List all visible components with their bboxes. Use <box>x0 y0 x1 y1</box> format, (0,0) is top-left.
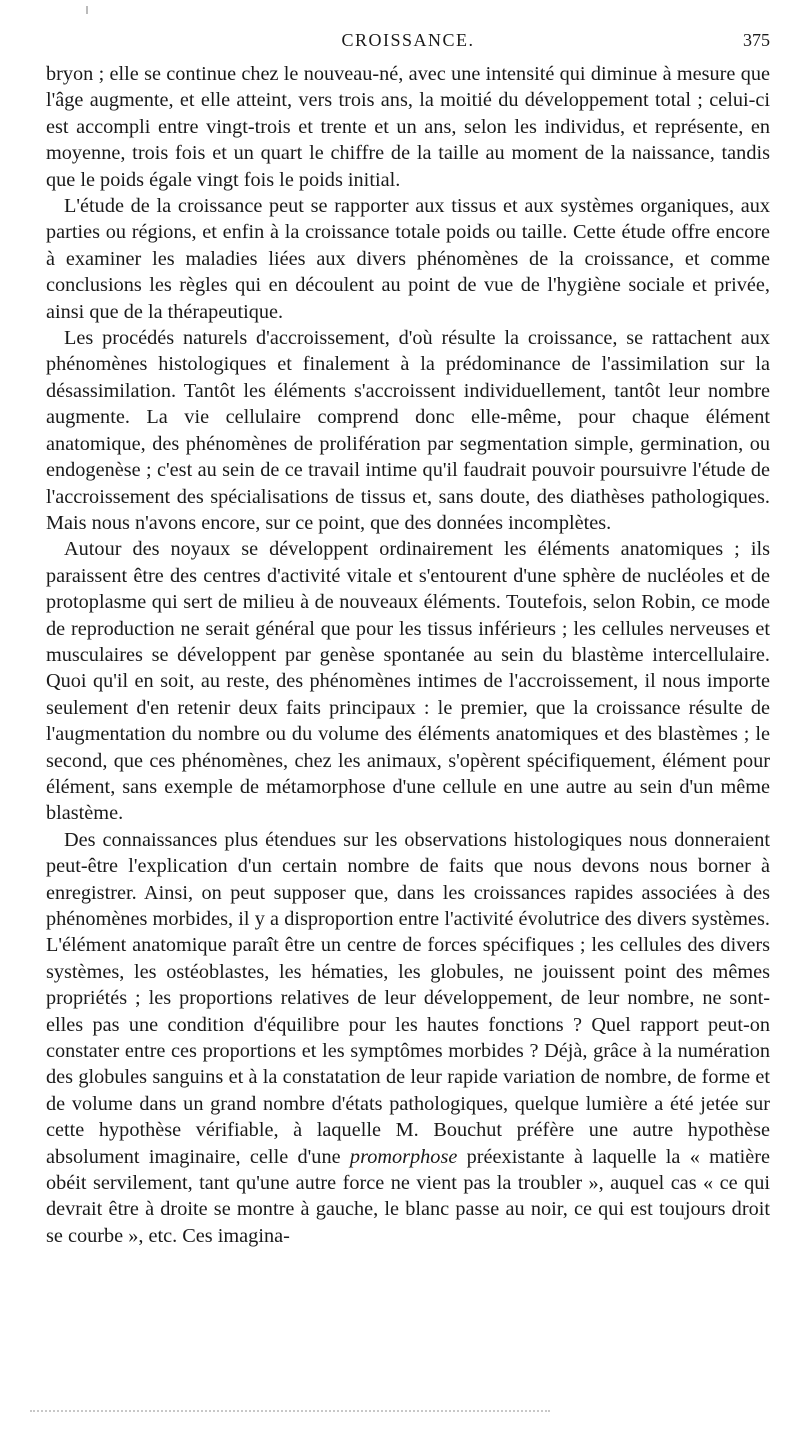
paragraph-last <box>46 827 770 1250</box>
running-title: CROISSANCE. <box>341 30 475 50</box>
scan-footer-marks <box>30 1410 550 1416</box>
paragraph-continuation: bryon ; elle se continue chez le nouveau-né, avec une intensité qui diminue à mesure que l'âge augmente, et elle atteint, vers trois ans, la moitié du développement total ; celui-ci est accompli entre vingt-trois et trente et un ans, selon les individus, et représente, en moyenne, trois fois et un quart le chiffre de la taille au moment de la naissance, tandis que le poids égale vingt fois le poids initial. <box>46 63 770 191</box>
paragraph-text: préexistante à laquelle la « matière obéit servilement, tant qu'une autre force ne vient pas la troubler », auquel cas « ce qui devrait être à droite se montre à gauche, le blanc passe au noir, ce qui est toujours droit se courbe », etc. Ces imagina- <box>46 1145 770 1247</box>
scan-mark <box>86 6 88 14</box>
italic-term: promorphose <box>349 1145 458 1168</box>
paragraph: L'étude de la croissance peut se rapporter aux tissus et aux systèmes organiques, aux parties ou régions, et enfin à la croissance totale poids ou taille. Cette étude offre encore à examiner les maladies liées aux divers phénomènes de la croissance, et comme conclusions les règles qui en découlent au point de vue de l'hygiène sociale et privée, ainsi que de la thérapeutique. <box>46 195 770 323</box>
paragraph-text: Des connaissances plus étendues sur les observations histologiques nous donneraient peut-être l'explication d'un certain nombre de faits que nous devons nous borner à enregistrer. Ainsi, on peut supposer que, dans les croissances rapides associées à des phénomènes morbides, il y a disproportion entre l'activité évolutrice des divers systèmes. L'élément anatomique paraît être un centre de forces spécifiques ; les cellules des divers systèmes, les ostéoblastes, les hématies, les globules, ne jouissent point des mêmes propriétés ; les proportions relatives de leur développement, de leur nombre, ne sont-elles pas une condition d'équilibre pour les hautes fonctions ? Quel rapport peut-on constater entre ces proportions et les symptômes morbides ? Déjà, grâce à la numération des globules sanguins et à la constatation de leur rapide variation de nombre, de forme et de volume dans un grand nombre d'états pathologiques, quelque lumière a été jetée sur cette hypothèse vérifiable, à laquelle M. Bouchut préfère une autre hypothèse absolument imaginaire, celle d'une <box>46 828 770 1168</box>
paragraph: Autour des noyaux se développent ordinairement les éléments anatomiques ; ils paraissent être des centres d'activité vitale et s'entourent d'une sphère de nucléoles et de protoplasme qui sert de milieu à de nouveaux éléments. Toutefois, selon Robin, ce mode de reproduction ne serait général que pour les tissus inférieurs ; les cellules nerveuses et musculaires se développent par genèse spontanée au sein du blastème intercellulaire. Quoi qu'il en soit, au reste, des phénomènes intimes de l'accroissement, il nous importe seulement d'en retenir deux faits principaux : le premier, que la croissance résulte de l'augmentation du nombre ou du volume des éléments anatomiques et des blastèmes ; le second, que ces phénomènes, chez les animaux, s'opèrent spécifiquement, élément pour élément, sans exemple de métamorphose d'une cellule en une autre au sein d'un même blastème. <box>46 538 770 825</box>
paragraph: Les procédés naturels d'accroissement, d'où résulte la croissance, se rattachent aux phénomènes histologiques et finalement à la prédominance de l'assimilation sur la désassimilation. Tantôt les éléments s'accroissent individuellement, tantôt leur nombre augmente. La vie cellulaire comprend donc elle-même, pour chaque élément anatomique, des phénomènes de prolifération par segmentation simple, germination, ou endogenèse ; c'est au sein de ce travail intime qu'il faudrait pouvoir poursuivre l'étude de l'accroissement des spécialisations de tissus et, sans doute, des diathèses pathologiques. Mais nous n'avons encore, sur ce point, que des données incomplètes. <box>46 327 770 534</box>
page-header <box>46 30 770 56</box>
body-text <box>46 61 770 1249</box>
page-number: 375 <box>743 30 770 50</box>
